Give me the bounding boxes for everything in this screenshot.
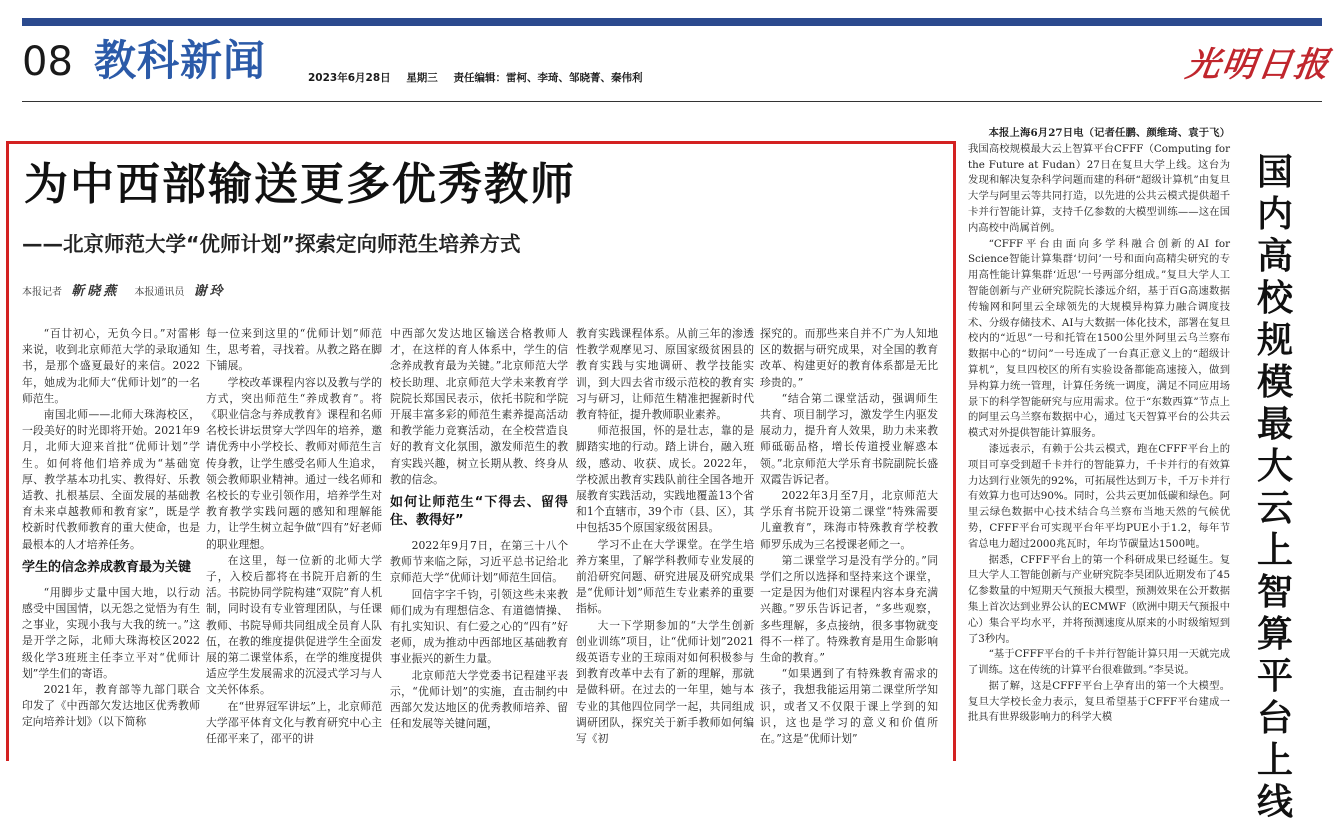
header-divider xyxy=(22,101,1322,102)
byline-name-reporter: 靳晓燕 xyxy=(71,284,120,299)
paragraph: “CFFF平台由面向多学科融合创新的AI for Science智能计算集群‘切问’一号和面向高精尖研究的专用高性能计算集群‘近思’一号两部分组成。”复旦大学人工智能创新与产业研究院院长漆远介绍，基于百G高速数据传输网和阿里云全球领先的大规模异构算力融合调度技术、分级存储技术、AI与大数据一体化技术，部署在复旦校内的“近思”一号和托管在1500公里外阿里云乌兰察布数据中心的“切问”一号连成了一台真正意义上的“超级计算机”，复旦四校区的所有实验设备都能高速接入，做到异构算力统一管理，计算任务统一调度，满足不同应用场景下的科学智能研究与应用需求。位于“东数西算”节点上的阿里云乌兰察布数据中心，通过飞天智算平台的公共云模式对外提供智能计算服务。 xyxy=(968,237,1230,440)
article-column-4 xyxy=(576,326,754,756)
byline-role-correspondent: 本报通讯员 xyxy=(134,287,185,298)
lead-subheadline: ——北京师范大学“优师计划”探索定向师范生培养方式 xyxy=(22,232,521,256)
paragraph: 2022年3月至7月，北京师范大学乐育书院开设第二课堂“特殊需要儿童教育”，珠海市特殊教育学校教师罗乐成为三名授课老师之一。 xyxy=(760,489,938,551)
article-column-3 xyxy=(390,326,568,756)
paragraph: 回信字字千钧，引领这些未来教师们成为有理想信念、有道德情操、有扎实知识、有仁爱之心的“四有”好老师，成为推动中西部地区基础教育事业振兴的新生力量。 xyxy=(390,587,568,666)
section-subheading: 如何让师范生“下得去、留得住、教得好” xyxy=(390,495,568,529)
article-column-2 xyxy=(206,326,382,756)
paragraph xyxy=(968,126,1230,237)
paragraph: 大一下学期参加的“大学生创新创业训练”项目，让“优师计划”2021级英语专业的王琼雨对如何积极参与到教育改革中去有了新的理解，那就是做科研。在过去的一年里，她与本专业的其他四位同学一起，共同组成调研团队，探究关于新手教师如何编写《初 xyxy=(576,618,754,746)
paragraph: 师范报国，怀的是壮志，靠的是脚踏实地的行动。踏上讲台，融入班级，感动、收获、成长。2022年，学校派出教育实践队前往全国各地开展教育实践活动，实践地覆盖13个省和1个直辖市，39个市（县、区），其中包括35个原国家级贫困县。 xyxy=(576,424,754,535)
paragraph: 据悉，CFFF平台上的第一个科研成果已经诞生。复旦大学人工智能创新与产业研究院李昊团队近期发布了45亿参数量的中短期天气预报大模型，预测效果在公开数据集上首次达到业界公认的ECMWF（欧洲中期天气预报中心）集合平均水平，并将预测速度从原来的小时级缩短到了3秒内。 xyxy=(968,553,1230,645)
paragraph: 中西部欠发达地区输送合格教师人才，在这样的育人体系中，学生的信念养成教育最为关键。”北京师范大学校长助理、北京师范大学未来教育学院院长郑国民表示，依托书院和学院开展丰富多彩的师范生素养提高活动和教学能力竞赛活动，在全校营造良好的教育文化氛围，激发师范生的教育实践兴趣，树立长期从教、终身从教的信念。 xyxy=(390,327,568,486)
paragraph: “用脚步丈量中国大地，以行动感受中国国情，以无怨之觉悟为有生之事业，实现小我与大我的统一。”这是开学之际，北师大珠海校区2022级化学3班班主任李立平对“优师计划”学生们的寄语。 xyxy=(22,585,200,680)
section-title: 教科新闻 xyxy=(94,36,267,85)
paragraph: 学习不止在大学课堂。在学生培养方案里，了解学科教师专业发展的前沿研究问题、研究进展及研究成果是“优师计划”师范生专业素养的重要指标。 xyxy=(576,537,754,616)
paragraph: “如果遇到了有特殊教育需求的孩子，我想我能运用第二课堂所学知识，或者又不仅限于课上学到的知识，这也是学习的意义和价值所在。”这是“优师计划” xyxy=(760,667,938,746)
paragraph: 2022年9月7日，在第三十八个教师节来临之际，习近平总书记给北京师范大学“优师计划”师范生回信。 xyxy=(390,539,568,585)
paragraph: 第二课堂学习是没有学分的。”同学们之所以选择和坚持来这个课堂，一定是因为他们对课程内容本身充满兴趣。”罗乐告诉记者，“多些观察，多些理解，多点接纳，很多事物就变得不一样了。特殊教育是用生命影响生命的教育。” xyxy=(760,553,938,665)
paragraph: 教育实践课程体系。从前三年的渗透性教学观摩见习、原国家级贫困县的教育实践与实地调研、教学技能实训，到大四去省市级示范校的教育实习与研习，让师范生精准把握新时代教育特征，提升教师职业素养。 xyxy=(576,327,754,422)
byline-name-correspondent: 谢玲 xyxy=(193,284,226,299)
paragraph: “基于CFFF平台的千卡并行智能计算只用一天就完成了训练。这在传统的计算平台很难做到。”李昊说。 xyxy=(968,648,1230,677)
masthead-logo xyxy=(1183,40,1333,90)
page-number: 08 xyxy=(22,39,73,85)
paragraph: 南国北师——北师大珠海校区，一段美好的时光即将开始。2021年9月，北师大迎来首批“优师计划”学生。如何将他们培养成为“基础宽厚、教学基本功扎实、教得好、乐教适教、扎根基层、全面发展的基础教育未来卓越教师和教育家”，既是学校新时代教师教育的重大使命，也是最根本的人才培养任务。 xyxy=(22,408,200,551)
side-story-dateline: 本报上海6月27日电（记者任鹏、颜维琦、袁于飞） xyxy=(988,127,1230,139)
side-story-lead: 我国高校规模最大云上智算平台CFFF（Computing for the Future at Fudan）27日在复旦大学上线。这台为发现和解决复杂科学问题而建的科研“超级计算机”由复旦大学与阿里云等共同打造，以先进的公共云模式提供超千卡并行智能计算，支持千亿参数的大模型训练——这在国内高校中尚属首例。 xyxy=(968,142,1230,234)
byline xyxy=(22,280,238,299)
byline-role-reporter: 本报记者 xyxy=(22,287,62,298)
article-column-1 xyxy=(22,326,200,756)
paragraph: 漆远表示，有赖于公共云模式，跑在CFFF平台上的项目可享受到超千卡并行的智能算力，千卡并行的有效算力达到行业领先的92%，可拓展性达到万卡，千万卡并行有效算力也可达90%。同时，公共云更加低碳和绿色。阿里云绿色数据中心技术结合乌兰察布当地天然的气候优势，CFFF平台可实现平台年平均PUE小于1.2，每年节省总电力超过2000兆瓦时，年均节碳量达1500吨。 xyxy=(968,442,1230,550)
paragraph: 在这里，每一位新的北师大学子，入校后都将在书院开启新的生活。书院协同学院构建“双院”育人机制，同时设有专业管理团队，与任课教师、书院导师共同组成全员育人队伍，在教的维度提供促进学生全面发展的第二课堂体系，在学的维度提供适应学生发展需求的沉浸式学习与人文关怀体系。 xyxy=(206,553,382,697)
article-column-5 xyxy=(760,326,938,756)
paragraph: 每一位来到这里的“优师计划”师范生，思考着，寻找着。从教之路在脚下铺展。 xyxy=(206,327,382,373)
top-rule xyxy=(22,18,1322,26)
lead-headline: 为中西部输送更多优秀教师 xyxy=(24,159,576,210)
paragraph: 2021年，教育部等九部门联合印发了《中西部欠发达地区优秀教师定向培养计划》（以下简称 xyxy=(22,683,200,729)
header-meta xyxy=(308,70,654,85)
side-story-headline: 国内高校规模最大云上智算平台上线 xyxy=(1256,152,1293,823)
paragraph: “百廿初心，无负今日。”对雷彬来说，收到北京师范大学的录取通知书，是那个盛夏最好的来信。2022年，她成为北师大“优师计划”的一名师范生。 xyxy=(22,327,200,405)
side-story-body xyxy=(968,126,1230,756)
paragraph: “结合第二课堂活动，强调师生共育、项目制学习，激发学生内驱发展动力，提升育人效果，助力未来教师砥砺品格，增长传道授业解惑本领。”北京师范大学乐育书院副院长盛双霞告诉记者。 xyxy=(760,391,938,486)
issue-weekday: 星期三 xyxy=(406,72,438,84)
paragraph: 在“世界冠军讲坛”上，北京师范大学邵平体育文化与教育研究中心主任邵平来了，邵平的讲 xyxy=(206,699,382,746)
paragraph: 学校改革课程内容以及教与学的方式，突出师范生“养成教育”。将《职业信念与养成教育》课程和名师名校长讲坛贯穿大学四年的培养，邀请优秀中小学校长、教师对师范生言传身教，让学生感受名师人生追求，领会教师职业精神。通过一线名师和名校长的专业引领作用，培养学生对教育教学实践问题的感知和理解能力，让学生树立起争做“四有”好老师的职业理想。 xyxy=(206,375,382,551)
section-subheading: 学生的信念养成教育最为关键 xyxy=(22,559,192,575)
issue-date: 2023年6月28日 xyxy=(308,72,391,84)
paragraph: 探究的。而那些来自并不广为人知地区的数据与研究成果，对全国的教育改革、构建更好的教育体系都是无比珍贵的。” xyxy=(760,327,938,389)
editors: 责任编辑：雷柯、李琦、邹晓菁、秦伟利 xyxy=(453,72,643,84)
paragraph: 据了解，这是CFFF平台上孕育出的第一个大模型。复旦大学校长金力表示，复旦希望基于CFFF平台建成一批具有世界级影响力的科学大模 xyxy=(968,679,1230,724)
paragraph: 北京师范大学党委书记程建平表示，“优师计划”的实施，直击制约中西部欠发达地区的优秀教师培养、留任和发展等关键问题， xyxy=(390,668,568,731)
masthead-text: 光明日报 xyxy=(1183,45,1333,85)
